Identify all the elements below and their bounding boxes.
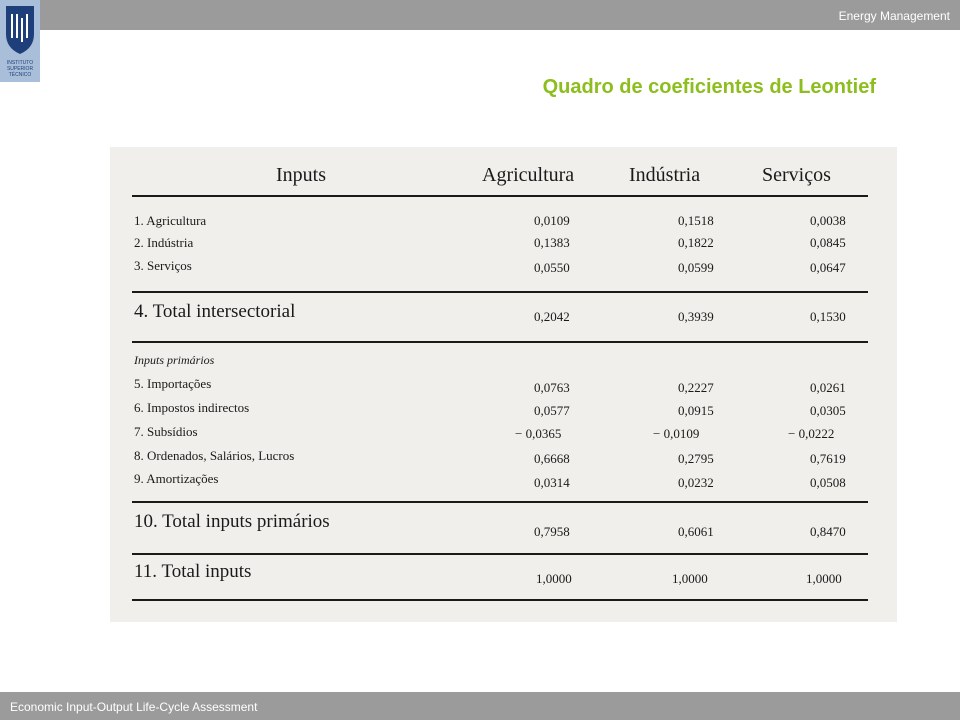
cell-total-primarios-industria: 0,6061 — [678, 524, 714, 539]
cell-total-inputs-servicos: 1,0000 — [806, 571, 842, 586]
cell-total-intersectorial-industria: 0,3939 — [678, 309, 714, 324]
cell-impostos-servicos: 0,0305 — [810, 403, 846, 418]
cell-total-primarios-agricultura: 0,7958 — [534, 524, 570, 539]
cell-subsidios-agricultura: − 0,0365 — [515, 426, 562, 441]
footer-text: Economic Input-Output Life-Cycle Assessment — [10, 700, 258, 714]
row-label-impostos-indirectos: 6. Impostos indirectos — [134, 400, 250, 415]
row-label-total-inputs: 11. Total inputs — [134, 561, 252, 582]
cell-impostos-agricultura: 0,0577 — [534, 403, 570, 418]
ist-logo-icon — [0, 0, 40, 82]
cell-total-inputs-agricultura: 1,0000 — [536, 571, 572, 586]
cell-amortizacoes-industria: 0,0232 — [678, 475, 714, 490]
cell-ordenados-servicos: 0,7619 — [810, 451, 846, 466]
cell-amortizacoes-agricultura: 0,0314 — [534, 475, 570, 490]
row-label-amortizacoes: 9. Amortizações — [134, 471, 219, 486]
cell-amortizacoes-servicos: 0,0508 — [810, 475, 846, 490]
cell-ordenados-industria: 0,2795 — [678, 451, 714, 466]
cell-total-inputs-industria: 1,0000 — [672, 571, 708, 586]
table-rule-2 — [132, 291, 868, 293]
cell-servicos-industria: 0,0599 — [678, 260, 714, 275]
cell-industria-industria: 0,1822 — [678, 235, 714, 250]
cell-agricultura-servicos: 0,0038 — [810, 213, 846, 228]
cell-importacoes-industria: 0,2227 — [678, 380, 714, 395]
ist-logo — [0, 0, 40, 82]
table-rule-5 — [132, 553, 868, 555]
cell-importacoes-servicos: 0,0261 — [810, 380, 846, 395]
cell-ordenados-agricultura: 0,6668 — [534, 451, 570, 466]
table-rule-bottom — [132, 599, 868, 601]
cell-total-intersectorial-servicos: 0,1530 — [810, 309, 846, 324]
col-header-inputs: Inputs — [276, 164, 326, 186]
cell-total-intersectorial-agricultura: 0,2042 — [534, 309, 570, 324]
logo-line-2: SUPERIOR — [6, 66, 34, 72]
logo-line-3: TÉCNICO — [8, 72, 32, 78]
row-label-industria: 2. Indústria — [134, 235, 194, 250]
cell-servicos-agricultura: 0,0550 — [534, 260, 570, 275]
row-label-total-inputs-primarios: 10. Total inputs primários — [134, 511, 330, 532]
col-header-industria: Indústria — [629, 164, 701, 186]
cell-impostos-industria: 0,0915 — [678, 403, 714, 418]
cell-total-primarios-servicos: 0,8470 — [810, 524, 846, 539]
top-bar — [0, 0, 960, 30]
col-header-servicos: Serviços — [762, 164, 831, 186]
cell-agricultura-industria: 0,1518 — [678, 213, 714, 228]
table-rule-3 — [132, 341, 868, 343]
cell-industria-servicos: 0,0845 — [810, 235, 846, 250]
row-label-subsidios: 7. Subsídios — [134, 424, 198, 439]
bottom-bar — [0, 692, 960, 720]
row-label-agricultura: 1. Agricultura — [134, 213, 207, 228]
table-rule-4 — [132, 501, 868, 503]
row-label-servicos: 3. Serviços — [134, 258, 192, 273]
slide-title: Quadro de coeficientes de Leontief — [542, 76, 876, 98]
cell-industria-agricultura: 0,1383 — [534, 235, 570, 250]
cell-servicos-servicos: 0,0647 — [810, 260, 846, 275]
cell-subsidios-servicos: − 0,0222 — [788, 426, 835, 441]
leontief-table-scan — [110, 147, 897, 622]
logo-line-1: INSTITUTO — [6, 60, 34, 66]
header-title: Energy Management — [838, 9, 950, 23]
section-label-inputs-primarios: Inputs primários — [134, 353, 215, 367]
row-label-ordenados-salarios-lucros: 8. Ordenados, Salários, Lucros — [134, 448, 295, 463]
row-label-total-intersectorial: 4. Total intersectorial — [134, 301, 296, 322]
cell-subsidios-industria: − 0,0109 — [653, 426, 700, 441]
row-label-importacoes: 5. Importações — [134, 376, 212, 391]
col-header-agricultura: Agricultura — [482, 164, 575, 186]
cell-importacoes-agricultura: 0,0763 — [534, 380, 570, 395]
table-rule-top — [132, 195, 868, 197]
cell-agricultura-agricultura: 0,0109 — [534, 213, 570, 228]
